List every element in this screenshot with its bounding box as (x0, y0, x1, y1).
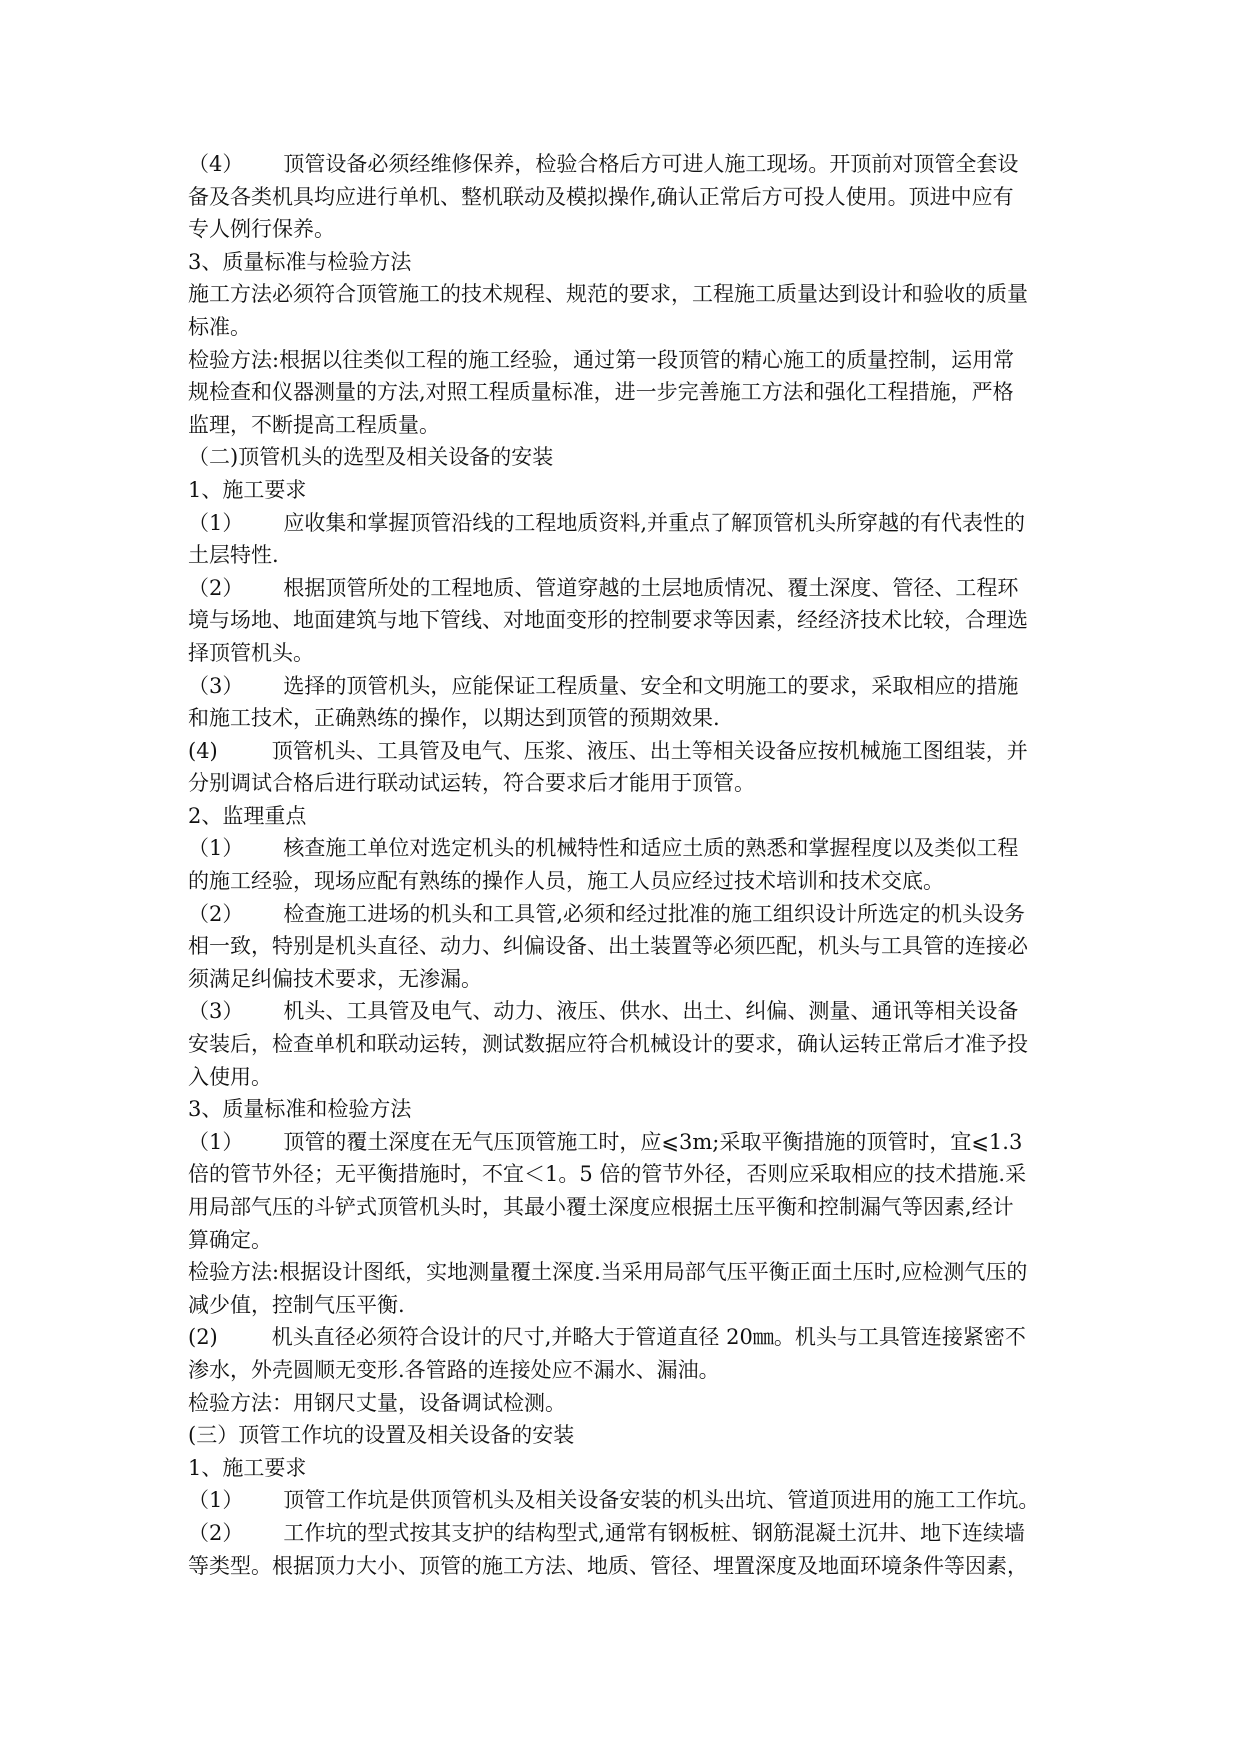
text-line (188, 1224, 1068, 1257)
text-line (188, 963, 1068, 996)
line-text: 顶管的覆土深度在无气压顶管施工时，应⩽3m;采取平衡措施的顶管时，宜⩽1.3 (283, 1129, 1023, 1154)
line-text: 3、质量标准和检验方法 (188, 1097, 412, 1122)
text-line (188, 1289, 1068, 1322)
line-text: 顶管工作坑是供顶管机头及相关设备安装的机头出坑、管道顶进用的施工工作坑。 (283, 1488, 1040, 1513)
line-text: （二)顶管机头的选型及相关设备的安装 (188, 445, 554, 470)
line-text: 入使用。 (188, 1064, 272, 1089)
line-text: 检查施工进场的机头和工具管,必须和经过批准的施工组织设计所选定的机头设务 (283, 901, 1026, 926)
text-line (188, 767, 1068, 800)
item-number: （2） (188, 1520, 244, 1545)
text-line (188, 1256, 1068, 1289)
line-text: 算确定。 (188, 1227, 272, 1252)
line-text: 须满足纠偏技术要求，无渗漏。 (188, 966, 482, 991)
line-text: 工作坑的型式按其支护的结构型式,通常有钢板桩、钢筋混凝土沉井、地下连续墙 (283, 1520, 1026, 1545)
line-text: 选择的顶管机头，应能保证工程质量、安全和文明施工的要求，采取相应的措施 (283, 673, 1019, 698)
text-line (188, 800, 1068, 833)
item-number: (2) (188, 1325, 218, 1350)
line-text: 监理，不断提高工程质量。 (188, 412, 440, 437)
text-line (188, 1028, 1068, 1061)
text-line (188, 572, 1068, 605)
text-line (188, 246, 1068, 279)
text-line (188, 1321, 1068, 1354)
text-line (188, 278, 1068, 311)
text-line (188, 181, 1068, 214)
document-page (188, 148, 1068, 1582)
item-number: (4) (188, 738, 218, 763)
text-line (188, 376, 1068, 409)
text-line (188, 1191, 1068, 1224)
item-number: （1） (188, 1488, 244, 1513)
item-number: （4） (188, 152, 244, 176)
text-line (188, 1452, 1068, 1485)
text-line (188, 344, 1068, 377)
text-line (188, 702, 1068, 735)
line-text: 检验方法:根据以往类似工程的施工经验，通过第一段顶管的精心施工的质量控制，运用常 (188, 347, 1015, 372)
text-line (188, 1354, 1068, 1387)
item-number: （1） (188, 836, 244, 861)
text-line (188, 474, 1068, 507)
text-line (188, 1093, 1068, 1126)
item-number: （2） (188, 901, 244, 926)
text-line (188, 1126, 1068, 1159)
line-text: 检验方法:根据设计图纸，实地测量覆土深度.当采用局部气压平衡正面土压时,应检测气压的 (188, 1260, 1028, 1285)
line-text: 顶管机头、工具管及电气、压浆、液压、出土等相关设备应按机械施工图组装，并 (271, 738, 1028, 763)
item-number: （3） (188, 999, 244, 1024)
text-line (188, 670, 1068, 703)
text-line (188, 539, 1068, 572)
text-line (188, 604, 1068, 637)
line-text: 根据顶管所处的工程地质、管道穿越的土层地质情况、覆土深度、管径、工程环 (283, 575, 1019, 600)
text-line (188, 898, 1068, 931)
text-line (188, 1158, 1068, 1191)
text-line (188, 1387, 1068, 1420)
text-line (188, 311, 1068, 344)
text-line (188, 1061, 1068, 1094)
line-text: 检验方法：用钢尺丈量，设备调试检测。 (188, 1390, 566, 1415)
line-text: 减少值，控制气压平衡. (188, 1292, 405, 1317)
text-line (188, 1550, 1068, 1583)
line-text: 安装后，检查单机和联动运转，测试数据应符合机械设计的要求，确认运转正常后才准予投 (188, 1032, 1028, 1057)
line-text: 境与场地、地面建筑与地下管线、对地面变形的控制要求等因素，经经济技术比较，合理选 (188, 608, 1028, 633)
line-text: 的施工经验，现场应配有熟练的操作人员，施工人员应经过技术培训和技术交底。 (188, 869, 944, 894)
line-text: 标准。 (188, 314, 251, 339)
text-line (188, 735, 1068, 768)
line-text: 渗水，外壳圆顺无变形.各管路的连接处应不漏水、漏油。 (188, 1357, 720, 1382)
item-number: （1） (188, 1129, 244, 1154)
line-text: 用局部气压的斗铲式顶管机头时，其最小覆土深度应根据土压平衡和控制漏气等因素,经计 (188, 1195, 1014, 1219)
line-text: 2、监理重点 (188, 803, 307, 828)
line-text: 1、施工要求 (188, 477, 307, 502)
line-text: 择顶管机头。 (188, 640, 314, 665)
text-line (188, 865, 1068, 898)
line-text: 核查施工单位对选定机头的机械特性和适应土质的熟悉和掌握程度以及类似工程 (283, 836, 1019, 861)
line-text: 规检查和仪器测量的方法,对照工程质量标准，进一步完善施工方法和强化工程措施，严格 (188, 380, 1014, 405)
text-line (188, 409, 1068, 442)
item-number: （1） (188, 510, 244, 535)
line-text: 3、质量标准与检验方法 (188, 249, 412, 274)
line-text: 相一致，特别是机头直径、动力、纠偏设备、出土装置等必须匹配，机头与工具管的连接必 (188, 934, 1028, 959)
text-line (188, 930, 1068, 963)
text-line (188, 1517, 1068, 1550)
text-line (188, 1419, 1068, 1452)
text-line (188, 1484, 1068, 1517)
line-text: 倍的管节外径；无平衡措施时，不宜＜1。5 倍的管节外径，否则应采取相应的技术措施.采 (188, 1162, 1027, 1187)
line-text: 1、施工要求 (188, 1455, 307, 1480)
line-text: 土层特性. (188, 543, 279, 568)
text-line (188, 148, 1068, 181)
line-text: 分别调试合格后进行联动试运转，符合要求后才能用于顶管。 (188, 771, 755, 796)
line-text: 专人例行保养。 (188, 217, 335, 242)
line-text: 机头直径必须符合设计的尺寸,并略大于管道直径 20㎜。机头与工具管连接紧密不 (271, 1325, 1026, 1350)
line-text: 顶管设备必须经维修保养，检验合格后方可进人施工现场。开顶前对顶管全套设 (283, 152, 1019, 176)
line-text: (三）顶管工作坑的设置及相关设备的安装 (188, 1423, 575, 1448)
line-text: 机头、工具管及电气、动力、液压、供水、出土、纠偏、测量、通讯等相关设备 (283, 999, 1019, 1024)
text-line (188, 507, 1068, 540)
item-number: （2） (188, 575, 244, 600)
text-line (188, 441, 1068, 474)
item-number: （3） (188, 673, 244, 698)
text-line (188, 213, 1068, 246)
text-line (188, 637, 1068, 670)
text-line (188, 832, 1068, 865)
line-text: 等类型。根据顶力大小、顶管的施工方法、地质、管径、埋置深度及地面环境条件等因素， (188, 1553, 1028, 1578)
text-line (188, 995, 1068, 1028)
line-text: 备及各类机具均应进行单机、整机联动及模拟操作,确认正常后方可投人使用。顶进中应有 (188, 184, 1014, 209)
line-text: 和施工技术，正确熟练的操作，以期达到顶管的预期效果. (188, 706, 720, 731)
line-text: 应收集和掌握顶管沿线的工程地质资料,并重点了解顶管机头所穿越的有代表性的 (283, 510, 1026, 535)
line-text: 施工方法必须符合顶管施工的技术规程、规范的要求，工程施工质量达到设计和验收的质量 (188, 282, 1028, 307)
